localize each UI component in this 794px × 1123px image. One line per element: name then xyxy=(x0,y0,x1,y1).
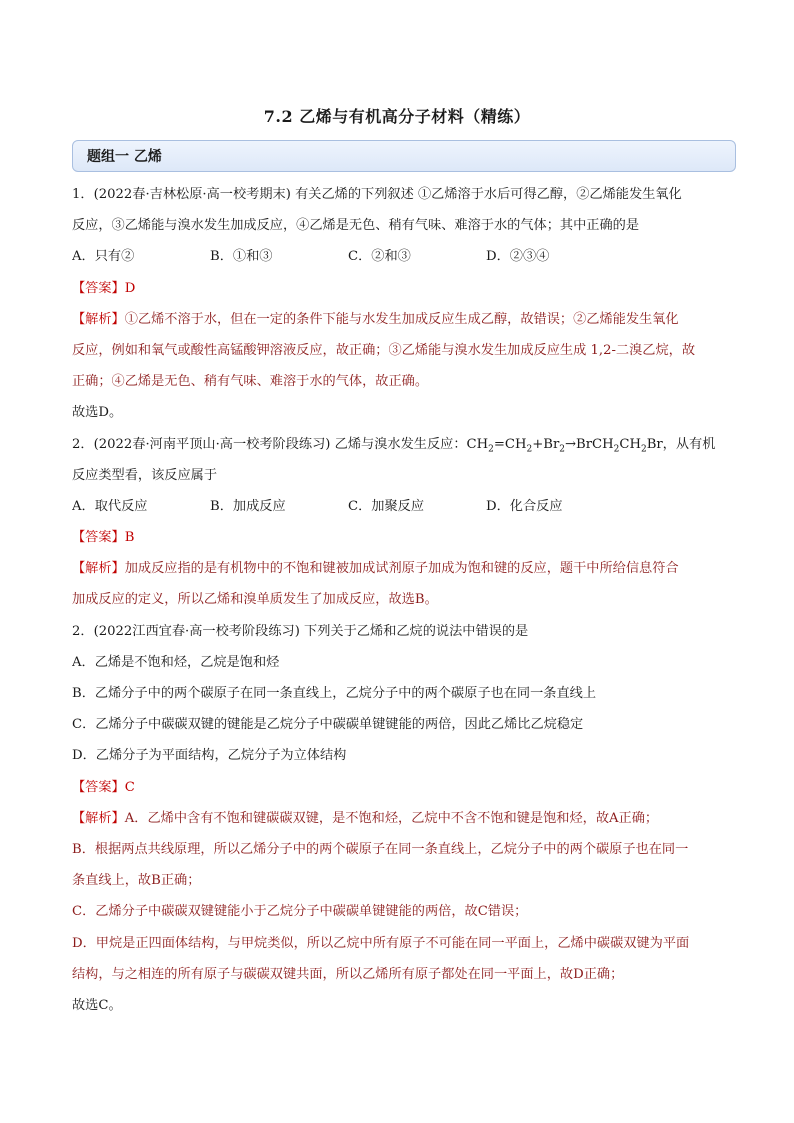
q3-conclusion: 故选C。 xyxy=(72,997,122,1013)
q1-conclusion: 故选D。 xyxy=(72,405,123,421)
q2-option-a: A．取代反应 xyxy=(72,498,148,514)
q1-stem-line2: 反应，③乙烯能与溴水发生加成反应，④乙烯是无色、稍有气味、难溶于水的气体；其中正确的是 xyxy=(72,218,640,234)
q3-option-a: A．乙烯是不饱和烃，乙烷是饱和烃 xyxy=(72,654,280,670)
q3-analysis-line1: 【解析】A．乙烯中含有不饱和键碳碳双键，是不饱和烃，乙烷中不含不饱和键是饱和烃，故A正确； xyxy=(72,810,659,826)
q3-option-d: D．乙烯分子为平面结构，乙烷分子为立体结构 xyxy=(72,748,347,764)
q2-options xyxy=(72,491,736,522)
q1-options xyxy=(72,241,736,272)
q2-answer-value: B xyxy=(124,530,135,546)
q2-option-d: D．化合反应 xyxy=(486,498,563,514)
q1-answer xyxy=(72,273,736,304)
q1-option-c: C．②和③ xyxy=(348,249,411,265)
q1-analysis-line1: 【解析】①乙烯不溶于水，但在一定的条件下能与水发生加成反应生成乙醇，故错误；②乙烯能发生氧化 xyxy=(72,311,679,327)
q2-option-b: B．加成反应 xyxy=(210,498,286,514)
page-title: 7.2 乙烯与有机高分子材料（精练） xyxy=(263,107,531,126)
q1-option-b: B．①和③ xyxy=(210,249,273,265)
q1-stem-line1: 1．(2022春·吉林松原·高一校考期末) 有关乙烯的下列叙述 ①乙烯溶于水后可得乙醇，②乙烯能发生氧化 xyxy=(72,187,682,202)
q1-analysis-line2: 反应，例如和氧气或酸性高锰酸钾溶液反应，故正确；③乙烯能与溴水发生加成反应生成 1,2-二溴乙烷，故 xyxy=(72,342,696,358)
q3-option-c: C．乙烯分子中碳碳双键的键能是乙烷分子中碳碳单键键能的两倍，因此乙烯比乙烷稳定 xyxy=(72,717,584,733)
answer-tag: 【答案】 xyxy=(72,280,125,296)
q3-option-b: B．乙烯分子中的两个碳原子在同一条直线上，乙烷分子中的两个碳原子也在同一条直线上 xyxy=(72,686,596,701)
q1-option-a: A．只有② xyxy=(72,249,135,265)
content xyxy=(72,179,736,1021)
group-header: 题组一 乙烯 xyxy=(72,140,736,172)
q2-option-c: C．加聚反应 xyxy=(348,498,425,514)
q2-analysis-line1: 【解析】加成反应指的是有机物中的不饱和键被加成试剂原子加成为饱和键的反应，题干中所给信息符合 xyxy=(72,561,679,577)
q2-answer: 【答案】B xyxy=(72,530,135,546)
q1-answer-value: D xyxy=(124,280,136,296)
q3-answer-value: C xyxy=(124,779,135,795)
q3-analysis-line2: B．根据两点共线原理，所以乙烯分子中的两个碳原子在同一条直线上，乙烷分子中的两个碳原子也在同一 xyxy=(72,841,689,857)
q2-analysis-line2: 加成反应的定义，所以乙烯和溴单质发生了加成反应，故选B。 xyxy=(72,592,438,608)
q1-analysis-line3: 正确；④乙烯是无色、稍有气味、难溶于水的气体，故正确。 xyxy=(72,374,429,390)
q2-stem-line1: 2．(2022春·河南平顶山·高一校考阶段练习) 乙烯与溴水发生反应：$CH_2=CH_2+Br_2\to BrCH_2CH_2Br$，从有机 xyxy=(72,436,716,455)
q3-analysis-line3: 条直线上，故B正确； xyxy=(72,873,201,889)
q3-analysis-line6: 结构，与之相连的所有原子与碳碳双键共面，所以乙烯所有原子都处在同一平面上，故D正确； xyxy=(72,966,624,982)
q1-option-d: D．②③④ xyxy=(486,249,550,265)
q3-stem: 2．(2022江西宜春·高一校考阶段练习) 下列关于乙烯和乙烷的说法中错误的是 xyxy=(72,623,529,639)
q3-analysis-line5: D．甲烷是正四面体结构，与甲烷类似，所以乙烷中所有原子不可能在同一平面上，乙烯中碳碳双键为平面 xyxy=(72,935,690,951)
q3-analysis-line4: C．乙烯分子中碳碳双键键能小于乙烷分子中碳碳单键键能的两倍，故C错误； xyxy=(72,904,528,920)
q2-stem-line2: 反应类型看，该反应属于 xyxy=(72,467,218,483)
analysis-tag: 【解析】 xyxy=(72,311,125,327)
q3-answer: 【答案】C xyxy=(72,779,135,795)
